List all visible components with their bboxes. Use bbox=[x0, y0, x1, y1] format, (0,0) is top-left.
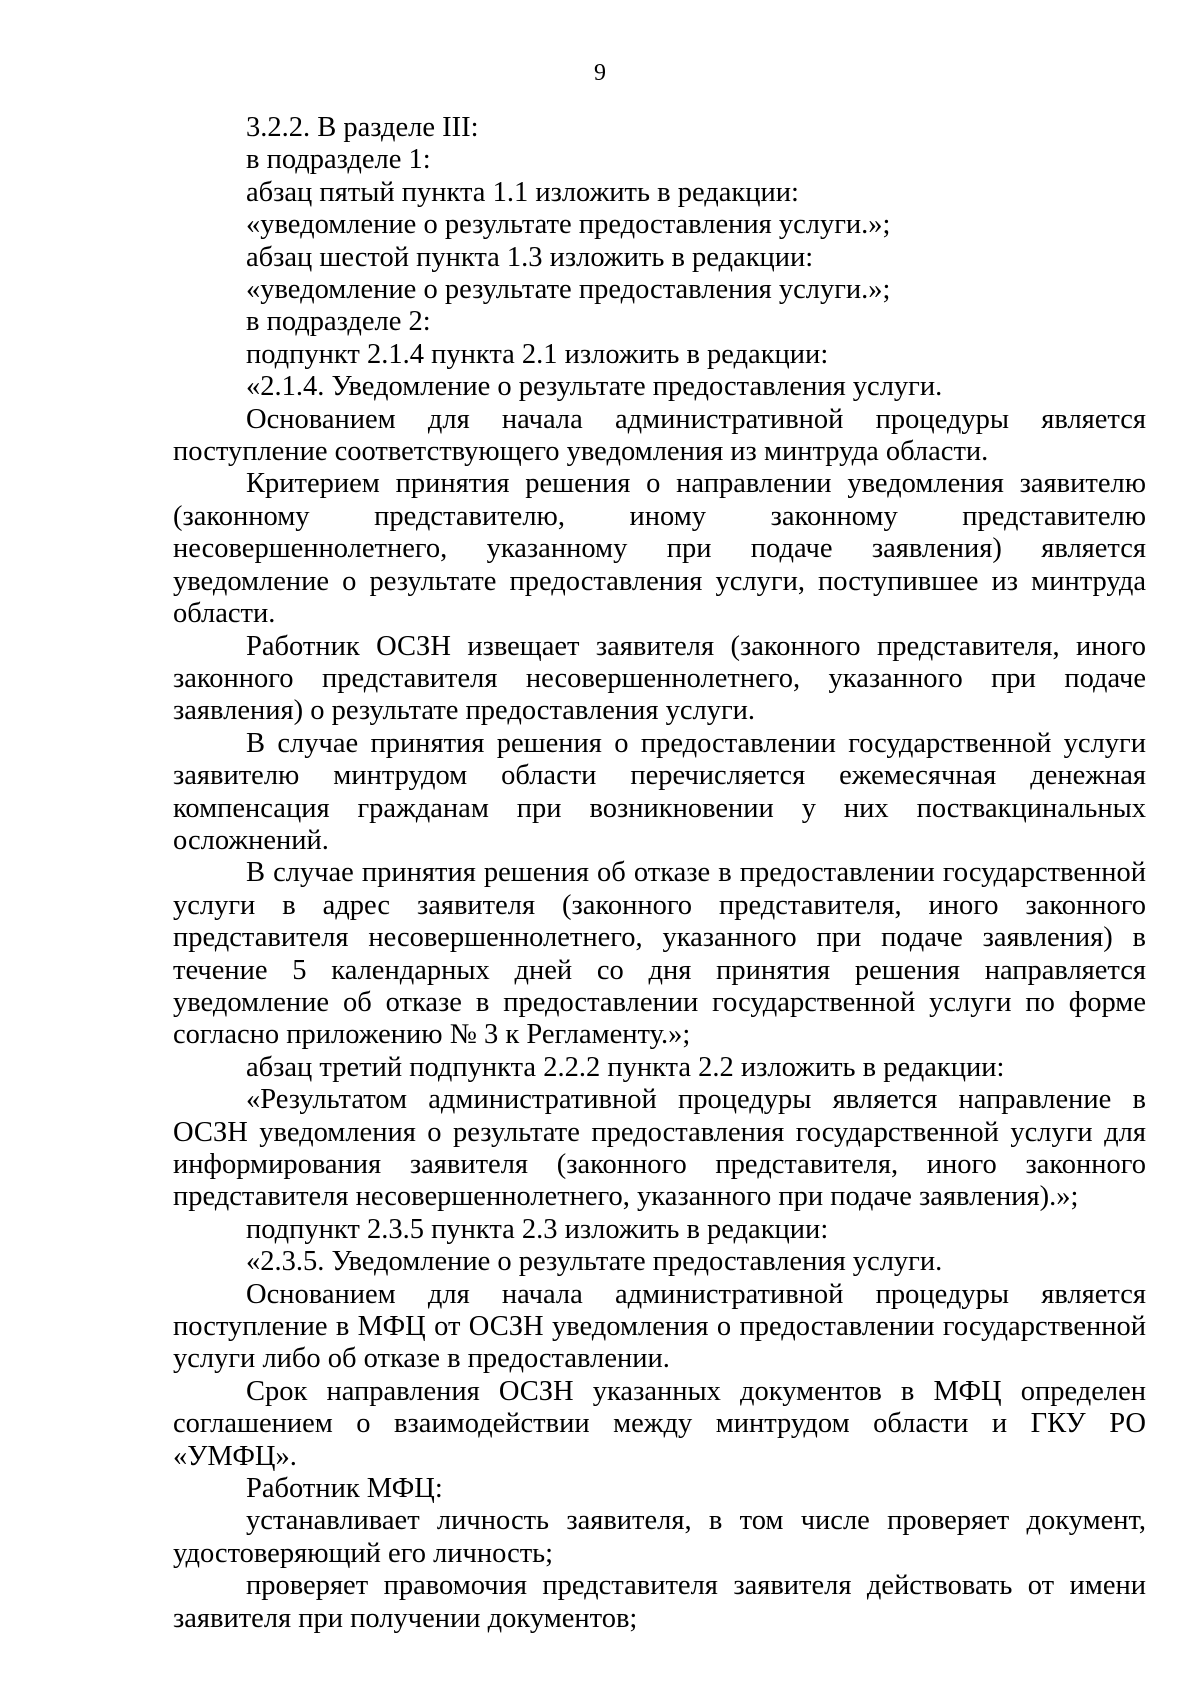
paragraph: в подразделе 1: bbox=[246, 144, 431, 176]
paragraph: В случае принятия решения о предоставлении государственной услуги заявителю минтрудом области перечисляется ежемесячная денежная компенсация гражданам при возникновении у них поствакцинальных осложнений. bbox=[173, 727, 1146, 856]
paragraph: В случае принятия решения об отказе в предоставлении государственной услуги в адрес заявителя (законного представителя, иного законного представителя несовершеннолетнего, указанного при подаче заявления) в течение 5 календарных дней со дня принятия решения направляется уведомление об отказе в предоставлении государственной услуги по форме согласно приложению № 3 к Регламенту.»; bbox=[173, 857, 1146, 1051]
paragraph: абзац шестой пункта 1.3 изложить в редакции: bbox=[246, 241, 814, 273]
paragraph: 3.2.2. В разделе III: bbox=[246, 112, 479, 143]
paragraph: абзац пятый пункта 1.1 изложить в редакции: bbox=[246, 176, 799, 208]
paragraph: «Результатом административной процедуры является направление в ОСЗН уведомления о результате предоставления государственной услуги для информирования заявителя (законного представителя, иного законного представителя несовершеннолетнего, указанного при подаче заявления).»; bbox=[173, 1084, 1146, 1213]
paragraph: «2.1.4. Уведомление о результате предоставления услуги. bbox=[246, 371, 943, 403]
paragraph: Работник ОСЗН извещает заявителя (законного представителя, иного законного представителя несовершеннолетнего, указанного при подаче заявления) о результате предоставления услуги. bbox=[173, 630, 1146, 727]
paragraph: «уведомление о результате предоставления услуги.»; bbox=[246, 209, 891, 241]
paragraph: проверяет правомочия представителя заявителя действовать от имени заявителя при получении документов; bbox=[173, 1570, 1146, 1634]
paragraph: «2.3.5. Уведомление о результате предоставления услуги. bbox=[246, 1246, 943, 1278]
paragraph: Срок направления ОСЗН указанных документов в МФЦ определен соглашением о взаимодействии между минтрудом области и ГКУ РО «УМФЦ». bbox=[173, 1375, 1146, 1472]
page-number: 9 bbox=[594, 60, 606, 86]
paragraph: Основанием для начала административной процедуры является поступление в МФЦ от ОСЗН уведомления о предоставлении государственной услуги либо об отказе в предоставлении. bbox=[173, 1278, 1146, 1375]
paragraph: устанавливает личность заявителя, в том числе проверяет документ, удостоверяющий его личность; bbox=[173, 1505, 1146, 1569]
paragraph: Работник МФЦ: bbox=[246, 1473, 443, 1505]
paragraph: в подразделе 2: bbox=[246, 306, 431, 338]
paragraph: «уведомление о результате предоставления услуги.»; bbox=[246, 274, 891, 306]
document-body bbox=[173, 112, 1146, 1635]
paragraph: подпункт 2.3.5 пункта 2.3 изложить в редакции: bbox=[246, 1213, 829, 1245]
paragraph: Основанием для начала административной процедуры является поступление соответствующего уведомления из минтруда области. bbox=[173, 403, 1146, 468]
paragraph: абзац третий подпункта 2.2.2 пункта 2.2 изложить в редакции: bbox=[246, 1051, 1005, 1083]
paragraph: Критерием принятия решения о направлении уведомления заявителю (законному представителю, иному законному представителю несовершеннолетнего, указанному при подаче заявления) является уведомление о результате предоставления услуги, поступившее из минтруда области. bbox=[173, 468, 1146, 630]
paragraph: подпункт 2.1.4 пункта 2.1 изложить в редакции: bbox=[246, 338, 829, 370]
